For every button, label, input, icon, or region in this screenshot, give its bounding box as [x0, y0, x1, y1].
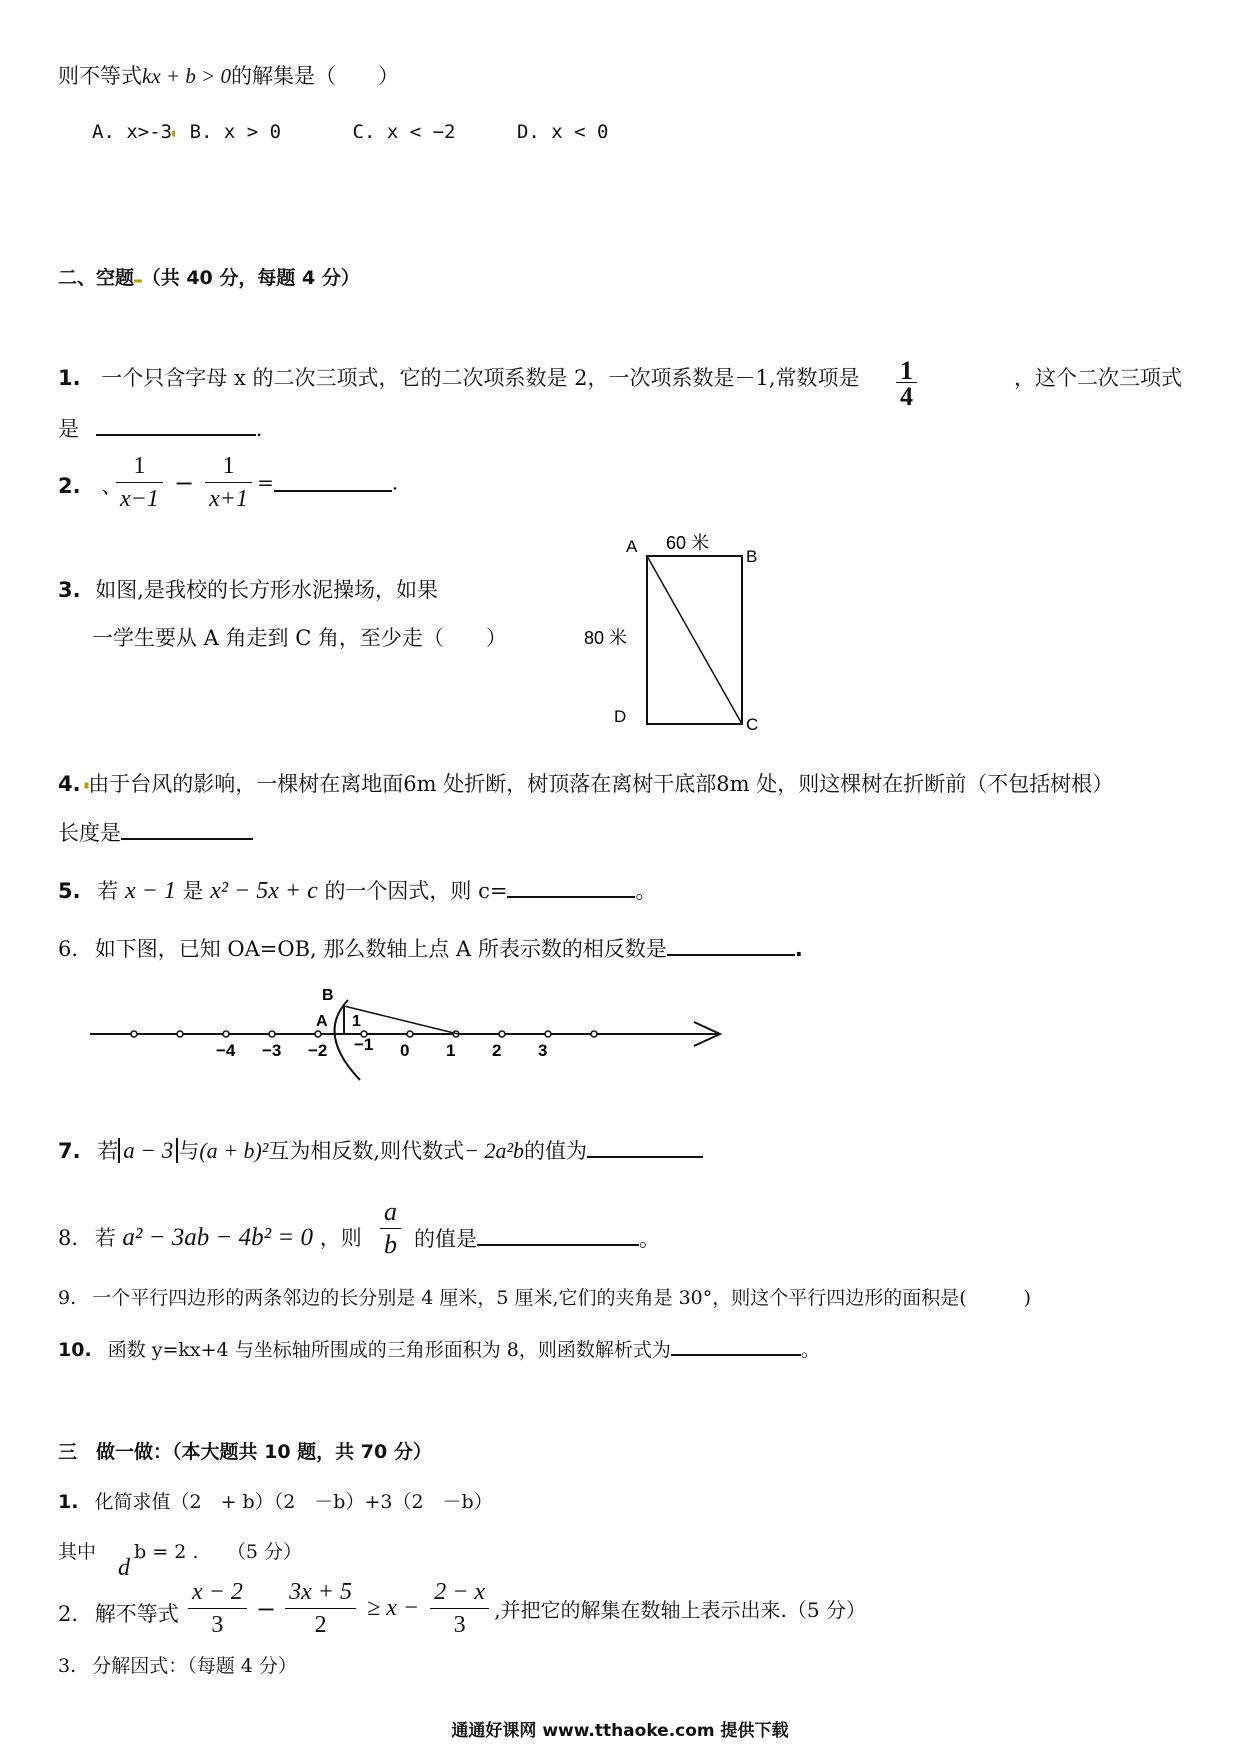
tick-label: 2: [492, 1041, 502, 1060]
tick-dot: [591, 1031, 597, 1037]
q8-tail: 的值是 。: [414, 1224, 660, 1253]
tick-label: −4: [216, 1041, 236, 1060]
q9-line: 9. 一个平行四边形的两条邻边的长分别是 4 厘米，5 厘米,它们的夹角是 30°，则这个平行四边形的面积是( ): [58, 1287, 1032, 1309]
tick-label: −1: [354, 1035, 374, 1054]
answer-blank[interactable]: [274, 474, 392, 492]
q2-expression: $\frac{1}{x-1}$ − $\frac{1}{x+1}$ = .: [116, 450, 398, 515]
q8-fraction: $\frac{a}{b}$: [380, 1196, 401, 1261]
segment-ob: [344, 1006, 458, 1034]
point-a-label: A: [316, 1013, 328, 1030]
q1-line1: 1. 一个只含字母 x 的二次三项式，它的二次项系数是 2，一次项系数是－1,常数项是: [58, 366, 860, 390]
answer-blank[interactable]: [671, 1334, 801, 1356]
tick-dot: [131, 1031, 137, 1037]
q6-line: 6. 如下图，已知 OA=OB, 那么数轴上点 A 所表示数的相反数是 .: [58, 934, 803, 963]
stray-letter: d: [118, 1555, 130, 1581]
vertex-b-label: B: [746, 547, 758, 566]
option-b: B. x > 0: [189, 121, 282, 143]
tick-dot: [315, 1031, 321, 1037]
unit-label: 1: [352, 1013, 361, 1030]
answer-blank[interactable]: [507, 876, 635, 898]
vertex-d-label: D: [614, 707, 627, 726]
s3-q1-line1: 1. 化简求值（2 + b）（2 －b）+3（2 －b）: [58, 1491, 493, 1513]
q2-fraction-2: $\frac{1}{x+1}$: [205, 450, 252, 515]
q3-line2: 一学生要从 A 角走到 C 角，至少走（ ）: [92, 626, 507, 650]
s3-q2-label: 2. 解不等式: [58, 1602, 179, 1626]
tick-label: 1: [446, 1041, 456, 1060]
answer-blank[interactable]: [587, 1136, 703, 1158]
answer-blank[interactable]: [667, 934, 795, 956]
vertex-c-label: C: [746, 715, 759, 734]
s3-q2-fraction-1: $\frac{x - 2}{3}$: [188, 1576, 247, 1641]
number-line-diagram: [80, 970, 740, 1090]
section3-heading: 三 做一做：（本大题共 10 题，共 70 分）: [58, 1441, 432, 1463]
question-ineq: 则不等式kx + b > 0的解集是（ ）: [58, 64, 399, 88]
s3-q2-fraction-2: $\frac{3x + 5}{2}$: [285, 1576, 356, 1641]
q8-line: 8. 若 a² − 3ab − 4b² = 0 ，则: [58, 1224, 362, 1251]
tick-label: 0: [400, 1041, 410, 1060]
tick-dot: [545, 1031, 551, 1037]
q1-tail: ，这个二次三项式: [1014, 366, 1182, 390]
q5-line: 5. 若 x − 1 是 x² − 5x + c 的一个因式，则 c= 。: [58, 878, 657, 904]
tick-dot: [269, 1031, 275, 1037]
s3-q2-inequality: $\frac{x - 2}{3}$ − $\frac{3x + 5}{2}$ ≥ x − $\frac{2 - x}{3}$ ,并把它的解集在数轴上表示出来.（5 分）: [188, 1576, 866, 1641]
q1-line2: 是 .: [58, 414, 262, 443]
tick-dot: [177, 1031, 183, 1037]
answer-blank[interactable]: [121, 818, 253, 840]
q4-line1: 4.▗由于台风的影响，一棵树在离地面6m 处折断，树顶落在离树干底部8m 处，则这棵树在折断前（不包括树根）: [58, 772, 1114, 796]
top-length-label: 60 米: [666, 533, 710, 553]
page-footer: 通通好课网 www.tthaoke.com 提供下载: [451, 1721, 789, 1741]
tick-label: −3: [262, 1041, 282, 1060]
option-a: A. x>-3: [92, 121, 173, 143]
option-d: D. x < 0: [516, 121, 609, 143]
q7-line: 7. 若 a − 3 与(a + b)²互为相反数,则代数式− 2a²b的值为: [58, 1136, 703, 1165]
option-c: C. x < −2: [352, 121, 456, 143]
q10-line: 10. 函数 y=kx+4 与坐标轴所围成的三角形面积为 8，则函数解析式为 。: [58, 1334, 820, 1364]
q2-num: 2. 、: [58, 474, 123, 498]
vertex-a-label: A: [626, 537, 638, 556]
tick-label: 3: [538, 1041, 548, 1060]
s3-q2-fraction-3: $\frac{2 - x}{3}$: [430, 1576, 489, 1641]
point-b-label: B: [322, 987, 334, 1004]
options-row: A. x>-3▖ B. x > 0 C. x < −2 D. x < 0: [92, 121, 609, 143]
q4-line2: 长度是: [58, 818, 253, 847]
tick-dot: [223, 1031, 229, 1037]
q2-fraction-1: $\frac{1}{x-1}$: [116, 450, 163, 515]
side-length-label: 80 米: [584, 628, 628, 648]
answer-blank[interactable]: [477, 1224, 639, 1246]
field-diagonal: [647, 556, 742, 724]
q1-fraction: $\frac{1}{4}$: [896, 360, 917, 411]
field-diagram: [570, 526, 790, 736]
tick-labels: [216, 1035, 547, 1060]
s3-q1-line2: 其中 b = 2 . （5 分）: [58, 1541, 303, 1563]
q3-line1: 3. 如图,是我校的长方形水泥操场，如果: [58, 578, 438, 602]
s3-q3-line: 3. 分解因式：（每题 4 分）: [58, 1655, 297, 1677]
tick-dot: [407, 1031, 413, 1037]
tick-label: −2: [308, 1041, 328, 1060]
tick-dot: [499, 1031, 505, 1037]
section2-heading: 二、空题▂（共 40 分，每题 4 分）: [58, 267, 360, 289]
answer-blank[interactable]: [96, 414, 256, 436]
